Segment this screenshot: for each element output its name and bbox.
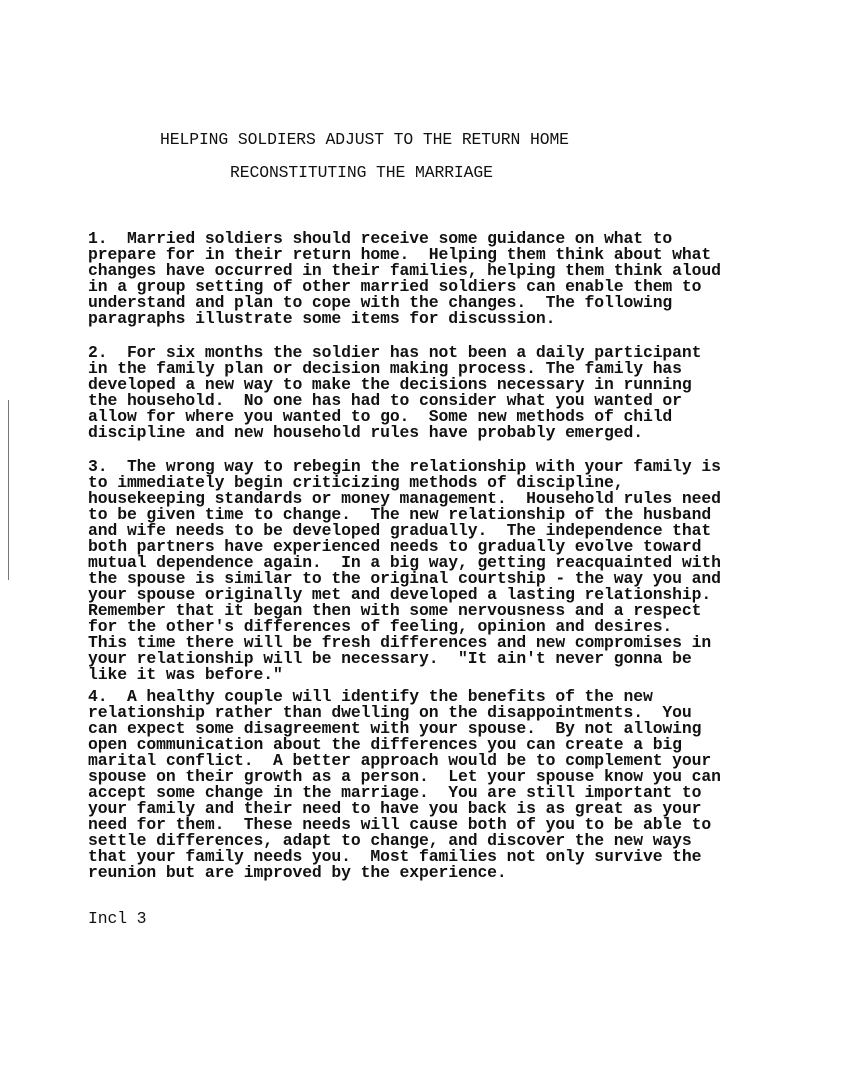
text-line: developed a new way to make the decisions necessary in running xyxy=(88,375,692,394)
text-line: to be given time to change. The new relationship of the husband xyxy=(88,505,712,524)
text-line: 3. The wrong way to rebegin the relationship with your family is xyxy=(88,457,721,476)
text-line: in a group setting of other married soldiers can enable them to xyxy=(88,277,702,296)
text-line: the household. No one has had to consider what you wanted or xyxy=(88,391,682,410)
text-line: marital conflict. A better approach would be to complement your xyxy=(88,751,712,770)
text-line: that your family needs you. Most families not only survive the xyxy=(88,847,702,866)
text-line: Remember that it began then with some nervousness and a respect xyxy=(88,601,702,620)
document-title: HELPING SOLDIERS ADJUST TO THE RETURN HOME xyxy=(160,130,569,149)
text-line: both partners have experienced needs to gradually evolve toward xyxy=(88,537,702,556)
text-line: your relationship will be necessary. "It ain't never gonna be xyxy=(88,649,692,668)
text-line: spouse on their growth as a person. Let your spouse know you can xyxy=(88,767,721,786)
text-line: discipline and new household rules have probably emerged. xyxy=(88,423,643,442)
paragraph-4 xyxy=(88,657,721,897)
text-line: 1. Married soldiers should receive some guidance on what to xyxy=(88,229,673,248)
text-line: allow for where you wanted to go. Some new methods of child xyxy=(88,407,673,426)
text-line: 2. For six months the soldier has not been a daily participant xyxy=(88,343,702,362)
text-line: to immediately begin criticizing methods of discipline, xyxy=(88,473,624,492)
text-line: This time there will be fresh differences and new compromises in xyxy=(88,633,712,652)
text-line: settle differences, adapt to change, and discover the new ways xyxy=(88,831,692,850)
text-line: paragraphs illustrate some items for discussion. xyxy=(88,309,556,328)
text-line: need for them. These needs will cause both of you to be able to xyxy=(88,815,712,834)
text-line: relationship rather than dwelling on the disappointments. You xyxy=(88,703,692,722)
scan-edge-mark xyxy=(8,400,9,580)
text-line: changes have occurred in their families, helping them think aloud xyxy=(88,261,721,280)
text-line: your spouse originally met and developed a lasting relationship. xyxy=(88,585,712,604)
text-line: and wife needs to be developed gradually. The independence that xyxy=(88,521,712,540)
text-line: your family and their need to have you back is as great as your xyxy=(88,799,702,818)
text-line: understand and plan to cope with the changes. The following xyxy=(88,293,673,312)
text-line: accept some change in the marriage. You are still important to xyxy=(88,783,702,802)
text-line: prepare for in their return home. Helping them think about what xyxy=(88,245,712,264)
text-line: open communication about the differences you can create a big xyxy=(88,735,682,754)
text-line: the spouse is similar to the original courtship - the way you and xyxy=(88,569,721,588)
text-line: for the other's differences of feeling, opinion and desires. xyxy=(88,617,673,636)
document-subtitle: RECONSTITUTING THE MARRIAGE xyxy=(230,163,493,182)
text-line: 4. A healthy couple will identify the benefits of the new xyxy=(88,687,653,706)
text-line: reunion but are improved by the experience. xyxy=(88,863,507,882)
enclosure-label: Incl 3 xyxy=(88,909,147,928)
text-line: mutual dependence again. In a big way, getting reacquainted with xyxy=(88,553,721,572)
text-line: like it was before." xyxy=(88,665,283,684)
text-line: in the family plan or decision making process. The family has xyxy=(88,359,682,378)
text-line: can expect some disagreement with your spouse. By not allowing xyxy=(88,719,702,738)
text-line: housekeeping standards or money management. Household rules need xyxy=(88,489,721,508)
